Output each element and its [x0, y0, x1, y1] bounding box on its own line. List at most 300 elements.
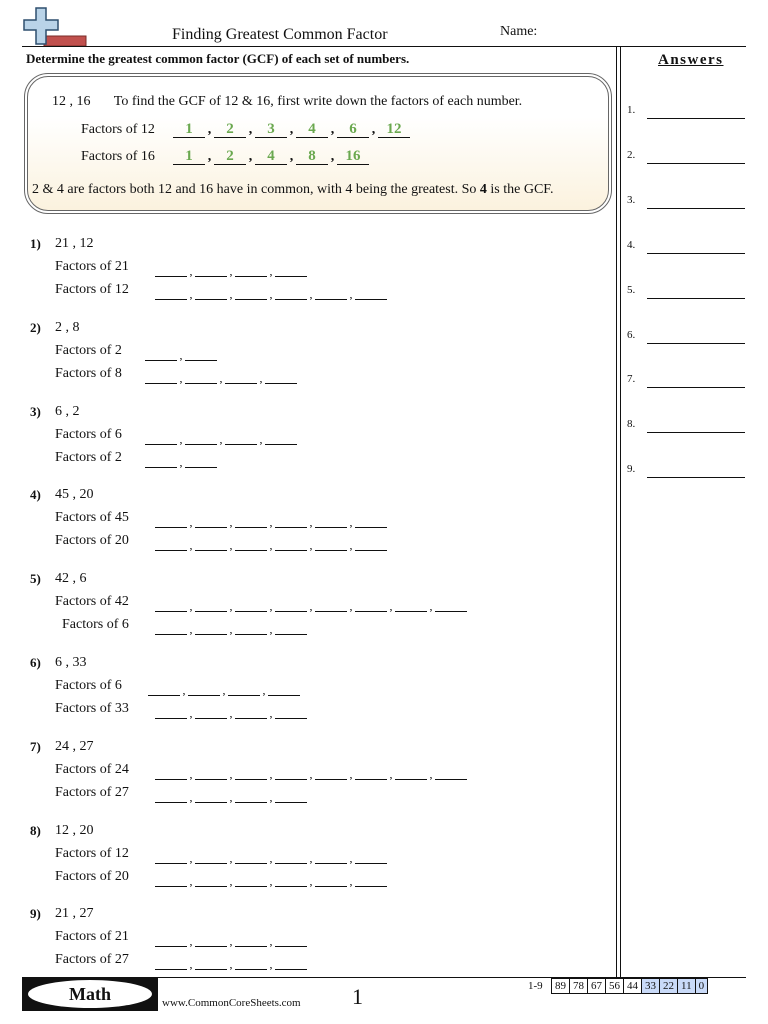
- comma-separator: ,: [189, 789, 193, 804]
- score-cell: 11: [677, 978, 696, 994]
- factor-input[interactable]: [195, 597, 227, 612]
- factor-input[interactable]: [145, 453, 177, 468]
- factor-blanks: [145, 427, 297, 445]
- score-table: [552, 978, 708, 994]
- problem-number: 4): [30, 487, 41, 503]
- factor-input[interactable]: [195, 788, 227, 803]
- factor-input[interactable]: [235, 849, 267, 864]
- factor-input[interactable]: [195, 704, 227, 719]
- factor-blanks: [155, 617, 307, 635]
- factor-blanks: [155, 594, 467, 612]
- factor-row: [55, 510, 353, 530]
- score-cell: 0: [695, 978, 709, 994]
- problem-number: 8): [30, 822, 41, 838]
- example-factor: 4: [255, 148, 287, 165]
- score-cell: 78: [569, 978, 588, 994]
- comma-separator: ,: [229, 957, 233, 972]
- comma-separator: ,: [269, 766, 273, 781]
- factor-input[interactable]: [435, 597, 467, 612]
- comma-separator: ,: [189, 515, 193, 530]
- comma-separator: ,: [269, 873, 273, 888]
- comma-separator: ,: [349, 538, 353, 553]
- answer-input[interactable]: [647, 387, 745, 388]
- example-row-label: Factors of 12: [81, 122, 155, 137]
- factor-input[interactable]: [155, 597, 187, 612]
- factor-input[interactable]: [235, 597, 267, 612]
- problem-number: 3): [30, 403, 41, 419]
- comma-separator: ,: [309, 287, 313, 301]
- factor-input[interactable]: [355, 285, 387, 300]
- comma-separator: ,: [189, 766, 193, 781]
- factor-row: [55, 533, 353, 553]
- score-cell: 22: [659, 978, 678, 994]
- answer-input[interactable]: [647, 298, 745, 299]
- factor-input[interactable]: [275, 597, 307, 612]
- factor-blanks: [145, 366, 297, 384]
- score-range-label: 1-9: [528, 980, 543, 992]
- factor-label: Factors of 6: [55, 426, 122, 442]
- factor-label: Factors of 21: [55, 259, 129, 274]
- factor-input[interactable]: [275, 704, 307, 719]
- factor-input[interactable]: [235, 262, 267, 277]
- math-badge-label: Math: [28, 980, 152, 1008]
- factor-input[interactable]: [315, 513, 347, 528]
- factor-input[interactable]: [235, 620, 267, 635]
- column-divider: [616, 46, 617, 977]
- comma-separator: ,: [349, 873, 353, 888]
- comma-separator: ,: [262, 683, 266, 697]
- factor-input[interactable]: [155, 849, 187, 864]
- comma-separator: ,: [189, 264, 193, 278]
- example-conclusion-post: is the GCF.: [486, 182, 554, 197]
- comma-separator: ,: [309, 515, 313, 530]
- problem-numbers: 45 , 20: [55, 487, 94, 503]
- factor-input[interactable]: [195, 536, 227, 551]
- comma-separator: ,: [289, 122, 294, 137]
- example-factor: 1: [173, 121, 205, 138]
- comma-separator: ,: [309, 850, 313, 865]
- factor-input[interactable]: [195, 765, 227, 780]
- factor-input[interactable]: [155, 285, 187, 300]
- comma-separator: ,: [269, 622, 273, 637]
- comma-separator: ,: [349, 599, 353, 614]
- factor-input[interactable]: [195, 620, 227, 635]
- comma-separator: ,: [269, 789, 273, 804]
- factor-input[interactable]: [155, 620, 187, 635]
- comma-separator: ,: [229, 706, 233, 720]
- name-label: Name:: [500, 24, 538, 39]
- answer-number: 9.: [627, 463, 636, 476]
- factor-input[interactable]: [265, 430, 297, 445]
- comma-separator: ,: [349, 515, 353, 530]
- factor-input[interactable]: [235, 513, 267, 528]
- factor-row: [55, 342, 183, 362]
- comma-separator: ,: [349, 766, 353, 781]
- problem-number: 6): [30, 655, 41, 670]
- factor-input[interactable]: [265, 369, 297, 384]
- comma-separator: ,: [269, 538, 273, 553]
- comma-separator: ,: [222, 683, 226, 697]
- factor-blanks: [155, 510, 387, 528]
- factor-label: Factors of 27: [55, 952, 129, 968]
- factor-label: Factors of 8: [55, 365, 122, 381]
- comma-separator: ,: [179, 347, 183, 362]
- example-numbers: 12 , 16: [52, 94, 91, 109]
- factor-input[interactable]: [275, 285, 307, 300]
- factor-input[interactable]: [355, 872, 387, 887]
- comma-separator: ,: [269, 934, 273, 949]
- comma-separator: ,: [330, 149, 335, 164]
- comma-separator: ,: [309, 873, 313, 888]
- plus-logo-icon: [22, 6, 88, 48]
- answer-number: 6.: [627, 328, 636, 341]
- factor-row: [55, 761, 433, 781]
- factor-input[interactable]: [155, 262, 187, 277]
- comma-separator: ,: [179, 431, 183, 446]
- factor-input[interactable]: [185, 430, 217, 445]
- comma-separator: ,: [269, 850, 273, 865]
- comma-separator: ,: [189, 957, 193, 972]
- problem-numbers: 12 , 20: [55, 822, 94, 838]
- comma-separator: ,: [189, 934, 193, 949]
- answer-number: 1.: [627, 104, 636, 116]
- page-title: Finding Greatest Common Factor: [172, 26, 388, 43]
- factor-blanks: [155, 762, 467, 780]
- example-intro: [52, 94, 522, 110]
- answer-number: 5.: [627, 283, 636, 296]
- score-cell: 33: [641, 978, 660, 994]
- comma-separator: ,: [179, 454, 183, 469]
- comma-separator: ,: [349, 850, 353, 865]
- comma-separator: ,: [189, 599, 193, 614]
- factor-input[interactable]: [155, 513, 187, 528]
- factor-label: Factors of 20: [55, 533, 129, 549]
- factor-input[interactable]: [155, 955, 187, 970]
- factor-label: Factors of 27: [55, 784, 129, 800]
- example-factor: 16: [337, 148, 369, 165]
- answer-number: 4.: [627, 238, 636, 251]
- factor-input[interactable]: [275, 849, 307, 864]
- problem-number: 1): [30, 236, 41, 251]
- factor-input[interactable]: [355, 513, 387, 528]
- answer-input[interactable]: [647, 208, 745, 209]
- comma-separator: ,: [389, 766, 393, 781]
- comma-separator: ,: [269, 706, 273, 720]
- factor-blanks: [155, 929, 307, 947]
- factor-input[interactable]: [228, 681, 260, 696]
- comma-separator: ,: [248, 149, 253, 164]
- factor-input[interactable]: [185, 346, 217, 361]
- factor-input[interactable]: [275, 513, 307, 528]
- page-number: 1: [352, 984, 363, 1009]
- answer-number: 3.: [627, 193, 636, 206]
- comma-separator: ,: [189, 287, 193, 301]
- factor-blanks: [155, 846, 387, 864]
- factor-row: [55, 952, 273, 972]
- factor-blanks: [148, 678, 300, 696]
- comma-separator: ,: [189, 706, 193, 720]
- example-factor: 2: [214, 121, 246, 138]
- comma-separator: ,: [389, 599, 393, 614]
- comma-separator: ,: [269, 264, 273, 278]
- score-cell: 89: [551, 978, 570, 994]
- comma-separator: ,: [229, 287, 233, 301]
- factor-input[interactable]: [185, 369, 217, 384]
- problem-number: 9): [30, 906, 41, 922]
- comma-separator: ,: [289, 149, 294, 164]
- factor-input[interactable]: [235, 285, 267, 300]
- example-conclusion-gcf: 4: [479, 182, 487, 197]
- factor-input[interactable]: [275, 262, 307, 277]
- factor-input[interactable]: [195, 932, 227, 947]
- example-factor: 4: [296, 121, 328, 138]
- factor-input[interactable]: [195, 872, 227, 887]
- problem-number: 7): [30, 738, 41, 754]
- example-factors: [173, 121, 410, 138]
- factor-input[interactable]: [145, 430, 177, 445]
- factor-input[interactable]: [155, 765, 187, 780]
- problem-number: 5): [30, 571, 41, 587]
- factor-input[interactable]: [315, 536, 347, 551]
- factor-input[interactable]: [195, 285, 227, 300]
- factor-label: Factors of 21: [55, 929, 129, 945]
- factor-input[interactable]: [155, 932, 187, 947]
- example-factor: 2: [214, 148, 246, 165]
- factor-label: Factors of 2: [55, 449, 122, 465]
- factor-row: [55, 701, 273, 720]
- factor-input[interactable]: [315, 285, 347, 300]
- factor-input[interactable]: [275, 932, 307, 947]
- factor-input[interactable]: [188, 681, 220, 696]
- factor-input[interactable]: [275, 788, 307, 803]
- factor-input[interactable]: [275, 955, 307, 970]
- factor-row: [55, 929, 273, 949]
- factor-input[interactable]: [235, 788, 267, 803]
- factor-blanks: [155, 869, 387, 887]
- factor-label: Factors of 12: [55, 282, 129, 297]
- example-box: [24, 73, 612, 214]
- factor-input[interactable]: [195, 849, 227, 864]
- factor-input[interactable]: [275, 536, 307, 551]
- comma-separator: ,: [429, 766, 433, 781]
- problem-numbers: 6 , 33: [55, 655, 87, 670]
- comma-separator: ,: [229, 515, 233, 530]
- factor-blanks: [145, 343, 217, 361]
- factor-input[interactable]: [155, 872, 187, 887]
- factor-input[interactable]: [235, 955, 267, 970]
- example-conclusion: [32, 182, 553, 198]
- answer-input[interactable]: [647, 118, 745, 119]
- factor-input[interactable]: [355, 597, 387, 612]
- factor-label: Factors of 12: [55, 845, 129, 861]
- factor-label: Factors of 6: [55, 678, 122, 693]
- example-factor: 12: [378, 121, 410, 138]
- example-intro-text: To find the GCF of 12 & 16, first write down the factors of each number.: [113, 94, 523, 109]
- factor-row: [55, 259, 273, 278]
- factor-label: Factors of 33: [55, 701, 129, 716]
- factor-input[interactable]: [315, 849, 347, 864]
- comma-separator: ,: [179, 370, 183, 385]
- answer-number: 8.: [627, 418, 636, 431]
- factor-input[interactable]: [395, 597, 427, 612]
- column-divider: [620, 46, 621, 977]
- example-factor: 8: [296, 148, 328, 165]
- factor-label: Factors of 20: [55, 868, 129, 884]
- comma-separator: ,: [229, 850, 233, 865]
- factor-label: Factors of 42: [55, 594, 129, 610]
- comma-separator: ,: [219, 370, 223, 385]
- factor-input[interactable]: [155, 536, 187, 551]
- factor-row: [55, 449, 183, 469]
- comma-separator: ,: [229, 622, 233, 637]
- answer-input[interactable]: [647, 343, 745, 344]
- math-badge: [22, 977, 158, 1011]
- factor-blanks: [155, 282, 387, 300]
- problem-numbers: 24 , 27: [55, 738, 94, 754]
- factor-input[interactable]: [145, 346, 177, 361]
- answers-title: Answers: [658, 52, 724, 68]
- factor-label: Factors of 24: [55, 761, 129, 777]
- comma-separator: ,: [259, 370, 263, 385]
- answer-number: 2.: [627, 148, 636, 161]
- comma-separator: ,: [248, 122, 253, 137]
- factor-row: [55, 282, 353, 301]
- factor-blanks: [155, 785, 307, 803]
- factor-input[interactable]: [225, 430, 257, 445]
- comma-separator: ,: [207, 122, 212, 137]
- comma-separator: ,: [229, 789, 233, 804]
- comma-separator: ,: [219, 431, 223, 446]
- comma-separator: ,: [189, 622, 193, 637]
- comma-separator: ,: [207, 149, 212, 164]
- factor-input[interactable]: [155, 788, 187, 803]
- factor-input[interactable]: [195, 513, 227, 528]
- factor-input[interactable]: [225, 369, 257, 384]
- factor-row: [55, 426, 263, 446]
- factor-input[interactable]: [315, 765, 347, 780]
- example-factors: [173, 148, 369, 165]
- factor-input[interactable]: [145, 369, 177, 384]
- factor-row: [62, 617, 273, 637]
- factor-input[interactable]: [275, 872, 307, 887]
- factor-input[interactable]: [185, 453, 217, 468]
- comma-separator: ,: [371, 122, 376, 137]
- answer-input[interactable]: [647, 253, 745, 254]
- factor-input[interactable]: [195, 262, 227, 277]
- problem-numbers: 6 , 2: [55, 403, 80, 419]
- factor-input[interactable]: [355, 765, 387, 780]
- comma-separator: ,: [229, 766, 233, 781]
- comma-separator: ,: [269, 957, 273, 972]
- comma-separator: ,: [429, 599, 433, 614]
- factor-row: [55, 365, 263, 385]
- factor-input[interactable]: [155, 704, 187, 719]
- comma-separator: ,: [229, 934, 233, 949]
- comma-separator: ,: [189, 538, 193, 553]
- comma-separator: ,: [309, 766, 313, 781]
- instructions: Determine the greatest common factor (GCF) of each set of numbers.: [26, 51, 410, 66]
- factor-blanks: [145, 450, 217, 468]
- example-row: [81, 148, 369, 165]
- factor-input[interactable]: [148, 681, 180, 696]
- comma-separator: ,: [229, 873, 233, 888]
- comma-separator: ,: [269, 515, 273, 530]
- comma-separator: ,: [229, 264, 233, 278]
- problem-numbers: 2 , 8: [55, 319, 80, 335]
- factor-input[interactable]: [235, 536, 267, 551]
- score-cell: 56: [605, 978, 624, 994]
- factor-blanks: [155, 952, 307, 970]
- factor-label: Factors of 2: [55, 342, 122, 358]
- comma-separator: ,: [309, 599, 313, 614]
- comma-separator: ,: [349, 287, 353, 301]
- problem-number: 2): [30, 319, 41, 335]
- factor-input[interactable]: [268, 681, 300, 696]
- score-cell: 44: [623, 978, 642, 994]
- comma-separator: ,: [269, 599, 273, 614]
- factor-blanks: [155, 701, 307, 719]
- site-url: www.CommonCoreSheets.com: [162, 997, 301, 1009]
- factor-label: Factors of 6: [62, 617, 129, 633]
- factor-blanks: [155, 533, 387, 551]
- factor-input[interactable]: [355, 536, 387, 551]
- header-divider: [22, 46, 746, 47]
- factor-row: [55, 784, 273, 804]
- factor-input[interactable]: [275, 620, 307, 635]
- factor-row: [55, 678, 266, 697]
- factor-input[interactable]: [235, 932, 267, 947]
- example-factor: 6: [337, 121, 369, 138]
- answer-number: 7.: [627, 373, 636, 386]
- comma-separator: ,: [259, 431, 263, 446]
- factor-input[interactable]: [235, 765, 267, 780]
- factor-input[interactable]: [435, 765, 467, 780]
- factor-input[interactable]: [315, 597, 347, 612]
- factor-row: [55, 868, 353, 888]
- factor-input[interactable]: [395, 765, 427, 780]
- factor-blanks: [155, 259, 307, 277]
- problem-numbers: 21 , 27: [55, 906, 94, 922]
- problem-numbers: 42 , 6: [55, 571, 87, 587]
- problem-numbers: 21 , 12: [55, 236, 94, 251]
- factor-input[interactable]: [235, 704, 267, 719]
- comma-separator: ,: [229, 538, 233, 553]
- comma-separator: ,: [229, 599, 233, 614]
- example-factor: 1: [173, 148, 205, 165]
- factor-input[interactable]: [195, 955, 227, 970]
- comma-separator: ,: [330, 122, 335, 137]
- factor-input[interactable]: [355, 849, 387, 864]
- answer-input[interactable]: [647, 163, 745, 164]
- factor-row: [55, 594, 433, 614]
- factor-input[interactable]: [315, 872, 347, 887]
- example-conclusion-pre: 2 & 4 are factors both 12 and 16 have in common, with 4 being the greatest. So: [32, 182, 480, 197]
- answer-input[interactable]: [647, 477, 745, 478]
- example-row: [81, 121, 410, 138]
- factor-label: Factors of 45: [55, 510, 129, 526]
- score-cell: 67: [587, 978, 606, 994]
- factor-input[interactable]: [275, 765, 307, 780]
- answer-input[interactable]: [647, 432, 745, 433]
- example-factor: 3: [255, 121, 287, 138]
- comma-separator: ,: [182, 683, 186, 697]
- comma-separator: ,: [309, 538, 313, 553]
- factor-input[interactable]: [235, 872, 267, 887]
- example-row-label: Factors of 16: [81, 149, 155, 164]
- factor-row: [55, 845, 353, 865]
- comma-separator: ,: [189, 873, 193, 888]
- comma-separator: ,: [269, 287, 273, 301]
